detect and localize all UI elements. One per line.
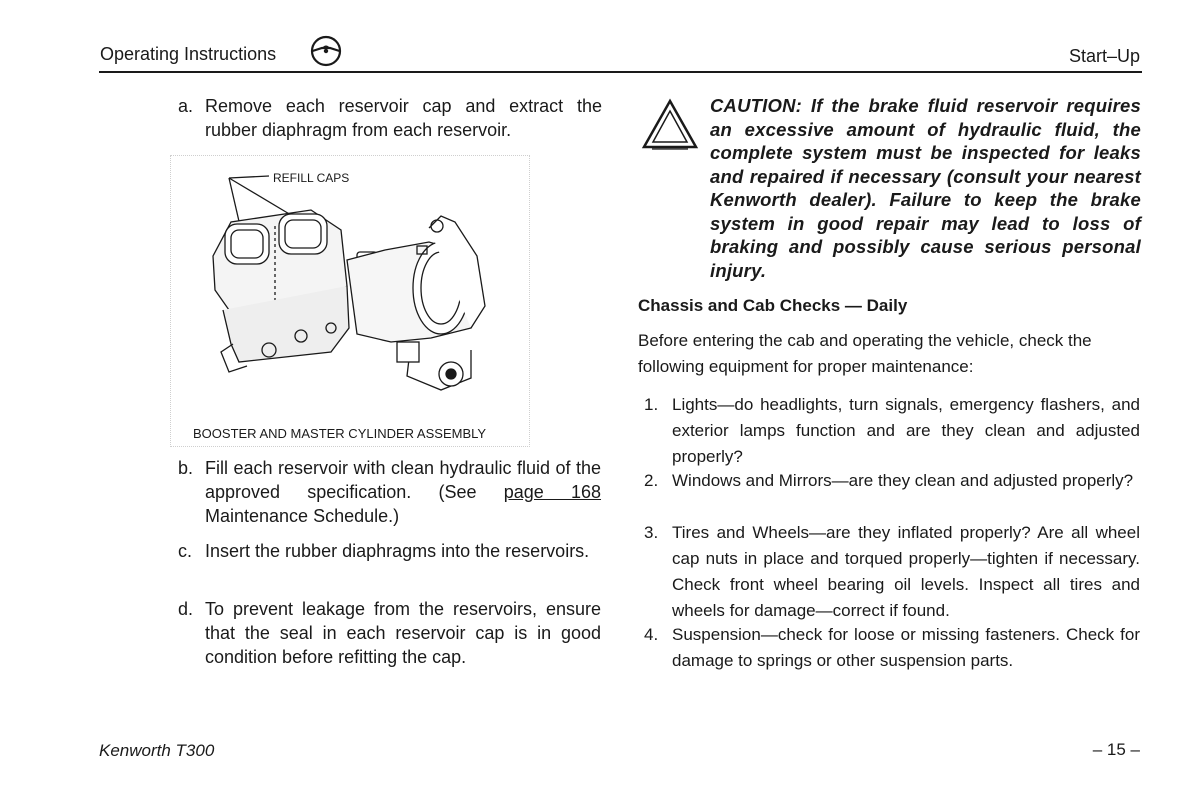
checklist-item: [644, 468, 1140, 494]
step-b: [178, 456, 602, 528]
step-c: [178, 539, 601, 563]
footer-model: Kenworth T300: [99, 741, 215, 760]
step-text: To prevent leakage from the reservoirs, ensure that the seal in each reservoir cap is in good condition before refitting the cap.: [205, 599, 601, 667]
checklist-item: [644, 392, 1140, 470]
step-label: c.: [178, 541, 193, 561]
step-a: [178, 94, 602, 142]
item-text: Lights—do headlights, turn signals, emergency flashers, and exterior lamps function and are they clean and adjusted properly?: [672, 395, 1140, 466]
item-number: 1.: [644, 395, 659, 414]
refill-caps-label: REFILL CAPS: [273, 171, 350, 185]
step-text: Insert the rubber diaphragms into the reservoirs.: [205, 541, 590, 561]
step-label: b.: [178, 458, 194, 478]
page-168-link[interactable]: page 168: [503, 482, 602, 502]
item-number: 2.: [644, 471, 659, 490]
header-rule: [99, 71, 1142, 73]
step-label: d.: [178, 599, 194, 619]
item-text: Windows and Mirrors—are they clean and adjusted properly?: [672, 471, 1134, 490]
step-label: a.: [178, 96, 194, 116]
steering-wheel-icon: [309, 34, 343, 68]
page-number: – 15 –: [1092, 740, 1140, 759]
caution-text: CAUTION: If the brake fluid reservoir requires an excessive amount of hydraulic fluid, the complete system must be inspected for leaks and repaired if necessary (consult your nearest Kenworth dealer). Failure to keep the brake system in good repair may lead to loss of braking and possibly cause serious personal injury.: [710, 95, 1141, 281]
chapter-title: Start–Up: [1068, 46, 1140, 66]
intro-paragraph: Before entering the cab and operating the vehicle, check the following equipment for proper maintenance:: [638, 331, 1092, 376]
step-text: Remove each reservoir cap and extract the rubber diaphragm from each reservoir.: [205, 96, 602, 140]
item-number: 4.: [644, 625, 659, 644]
item-text: Tires and Wheels—are they inflated properly? Are all wheel cap nuts in place and torqued properly—tighten if necessary. Check front wheel bearing oil levels. Inspect all tires and wheels for damage—correct if found.: [672, 523, 1140, 620]
item-number: 3.: [644, 523, 659, 542]
checklist-item: [644, 520, 1140, 624]
item-text: Suspension—check for loose or missing fasteners. Check for damage to springs or other suspension parts.: [672, 625, 1140, 670]
step-d: [178, 597, 601, 669]
warning-triangle-icon: [641, 98, 699, 150]
booster-master-cylinder-figure: [170, 155, 530, 447]
section-header: Operating Instructions: [100, 44, 277, 64]
checklist-item: [644, 622, 1140, 674]
step-text: Fill each reservoir with clean hydraulic fluid of the approved specification. (See: [205, 458, 601, 502]
figure-caption: BOOSTER AND MASTER CYLINDER ASSEMBLY: [193, 426, 487, 441]
section-title: Chassis and Cab Checks — Daily: [638, 296, 908, 315]
step-text-end: Maintenance Schedule.): [205, 506, 400, 526]
master-cylinder-illustration: [171, 156, 529, 446]
